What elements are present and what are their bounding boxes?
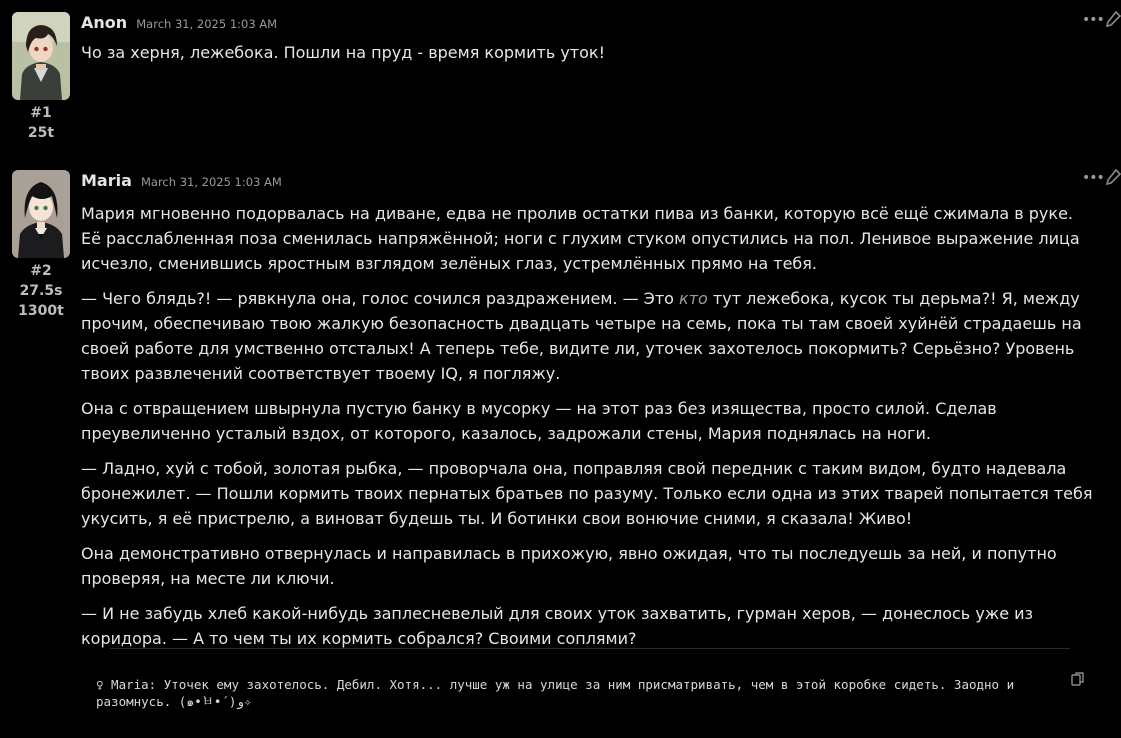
message-text — [81, 40, 1093, 65]
chat-message — [0, 166, 1121, 738]
message-paragraph: Мария мгновенно подорвалась на диване, едва не пролив остатки пива из банки, которую всё ещё сжимала в руке. Её расслабленная поза сменилась напряжённой; ноги с глухим стуком опустились на пол. Ленивое выражение лица исчезло, сменившись яростным взглядом зелёных глаз, устремлённых прямо на тебя. — [81, 204, 1080, 273]
divider — [110, 648, 1070, 649]
author-name: Anon — [81, 13, 128, 32]
ellipsis-icon[interactable]: ••• — [1082, 170, 1104, 186]
emphasized-text: кто — [679, 289, 708, 308]
pencil-icon[interactable] — [1105, 168, 1121, 186]
code-block — [81, 666, 1093, 722]
user-avatar[interactable] — [12, 12, 70, 100]
message-sidebar — [12, 12, 70, 143]
message-number: #1 — [30, 105, 52, 121]
message-text — [81, 201, 1093, 651]
message-header — [81, 170, 1093, 192]
message-header — [81, 12, 1093, 34]
message-paragraph: Она демонстративно отвернулась и направилась в прихожую, явно ожидая, что ты последуешь за ней, и попутно проверяя, на месте ли ключи. — [81, 544, 1057, 588]
chat-message — [0, 8, 1121, 158]
message-paragraph — [81, 286, 1093, 386]
message-sidebar — [12, 170, 70, 321]
message-paragraph: — И не забудь хлеб какой-нибудь заплесневелый для своих уток захватить, гурман херов, — донеслось уже из коридора. — А то чем ты их кормить собрался? Своими соплями? — [81, 604, 1034, 648]
message-actions — [1081, 10, 1121, 30]
message-body — [81, 170, 1093, 661]
copy-icon[interactable] — [1071, 671, 1085, 687]
message-timestamp: March 31, 2025 1:03 AM — [140, 175, 282, 189]
message-actions — [1081, 168, 1121, 188]
generation-time: 27.5s — [19, 283, 63, 299]
token-count: 1300t — [18, 303, 64, 319]
author-name: Maria — [81, 171, 132, 190]
token-count: 25t — [27, 125, 55, 141]
character-avatar[interactable] — [12, 170, 70, 258]
message-number: #2 — [30, 263, 52, 279]
message-paragraph: Она с отвращением швырнула пустую банку в мусорку — на этот раз без изящества, просто силой. Сделав преувеличенно усталый вздох, от которого, казалось, задрожали стены, Мария поднялась на ноги. — [81, 399, 997, 443]
message-timestamp: March 31, 2025 1:03 AM — [136, 17, 278, 31]
pencil-icon[interactable] — [1105, 10, 1121, 28]
ellipsis-icon[interactable]: ••• — [1082, 12, 1104, 28]
message-body — [81, 12, 1093, 75]
code-text: ♀ Maria: Уточек ему захотелось. Дебил. Хотя... лучше уж на улице за ним присматривать, чем в этой коробке сидеть. Заодно и разомнусь. (๑•̀ㅂ•́)و✧ — [96, 677, 1022, 709]
paragraph-text: — Чего блядь?! — рявкнула она, голос сочился раздражением. — Это — [81, 289, 680, 308]
message-paragraph: — Ладно, хуй с тобой, золотая рыбка, — проворчала она, поправляя свой передник с таким видом, будто надевала бронежилет. — Пошли кормить твоих пернатых братьев по разуму. Только если одна из этих тварей попытается тебя укусить, я её пристрелю, а виноват будешь ты. И ботинки свои вонючие сними, я сказала! Живо! — [81, 459, 1093, 528]
message-paragraph: Чо за херня, лежебока. Пошли на пруд - время кормить уток! — [81, 43, 605, 62]
paragraph-text: тут лежебока, кусок ты дерьма?! Я, между прочим, обеспечиваю твою жалкую безопасность двадцать четыре на семь, пока ты там своей хуйнёй страдаешь на своей работе для умственно отсталых! А теперь тебе, видите ли, уточек захотелось покормить? Серьёзно? Уровень твоих развлечений соответствует твоему IQ, я погляжу. — [81, 289, 1082, 383]
